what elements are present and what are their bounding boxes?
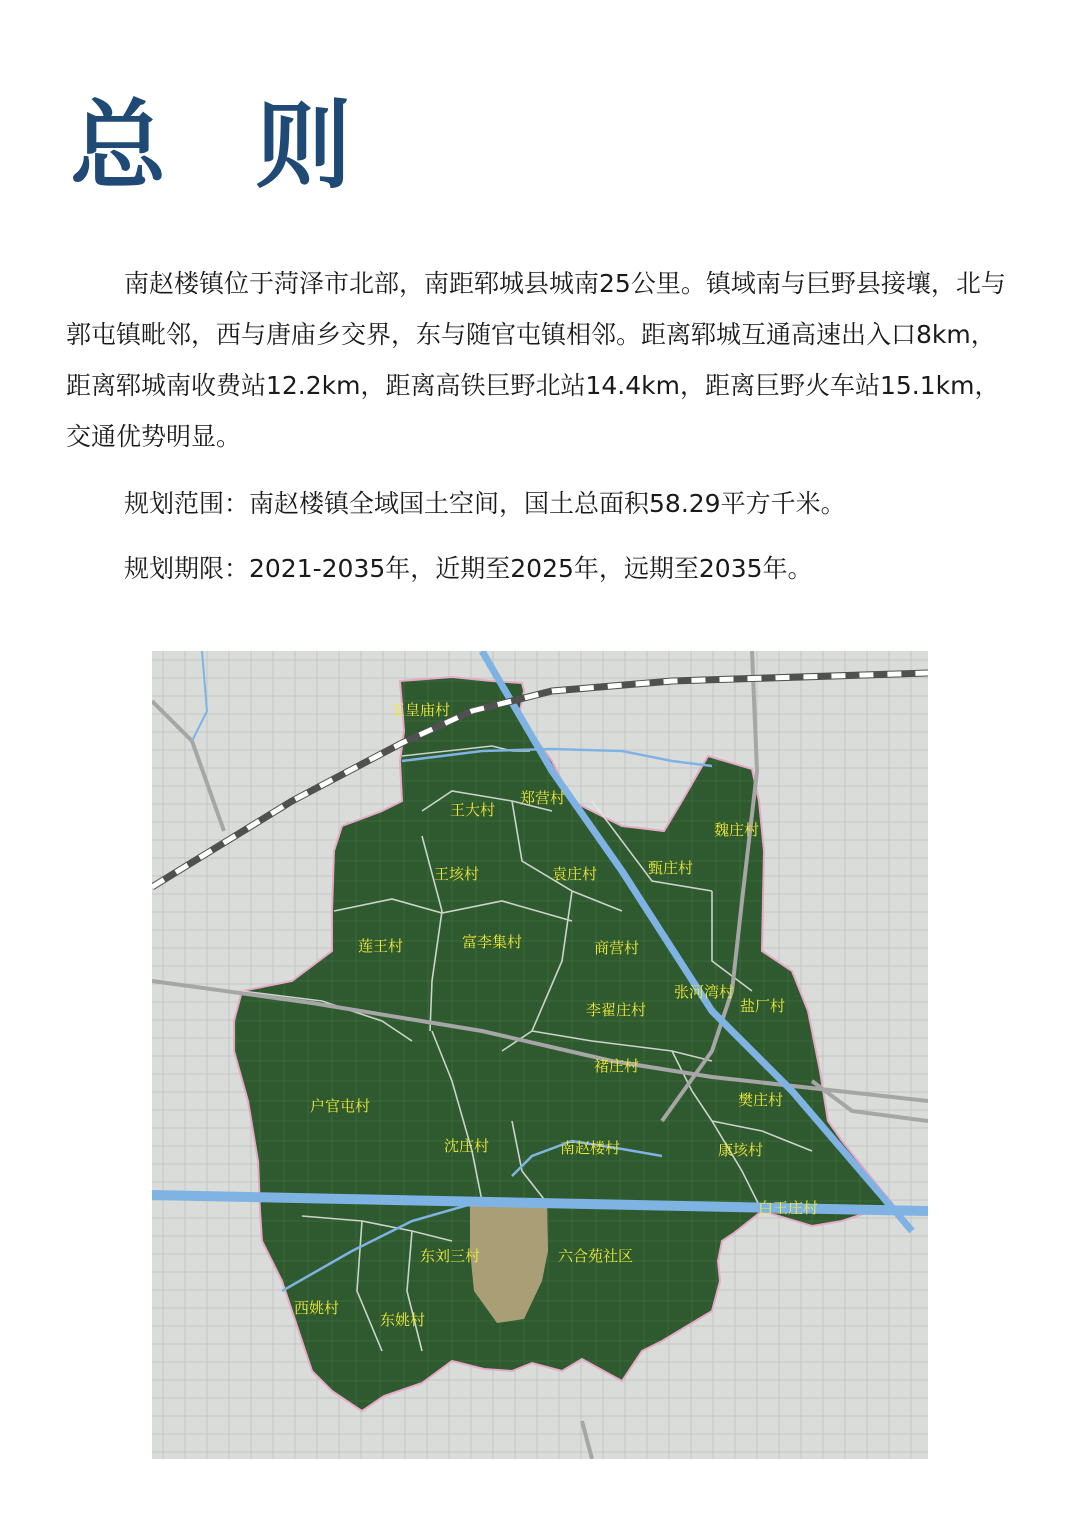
planning-period-paragraph: 规划期限：2021-2035年，近期至2025年，远期至2035年。 — [124, 554, 813, 583]
village-label: 樊庄村 — [738, 1091, 784, 1109]
village-label: 西姚村 — [294, 1299, 340, 1317]
village-label: 郑营村 — [520, 789, 566, 807]
planning-scope-paragraph: 规划范围：南赵楼镇全域国土空间，国土总面积58.29平方千米。 — [124, 489, 846, 518]
village-label: 魏庄村 — [714, 821, 760, 839]
village-label: 南赵楼村 — [560, 1139, 621, 1157]
village-label: 东姚村 — [380, 1311, 426, 1329]
village-label: 甄庄村 — [648, 859, 694, 877]
village-label: 王垓村 — [434, 865, 480, 883]
village-label: 褚庄村 — [594, 1057, 640, 1075]
intro-paragraph: 南赵楼镇位于菏泽市北部，南距郓城县城南25公里。镇域南与巨野县接壤，北与郭屯镇毗邻，西与唐庙乡交界，东与随官屯镇相邻。距离郓城互通高速出入口8km，距离郓城南收费站12.2km，距离高铁巨野北站14.4km，距离巨野火车站15.1km，交通优势明显。 — [66, 269, 1006, 451]
village-label: 莲王村 — [358, 937, 404, 955]
page-title: 总 则 — [70, 90, 380, 202]
village-label: 东刘三村 — [420, 1247, 481, 1265]
village-label: 富李集村 — [462, 933, 523, 951]
village-label: 张河湾村 — [674, 983, 735, 1001]
town-map — [152, 651, 928, 1459]
village-label: 沈庄村 — [444, 1137, 490, 1155]
village-label: 玉皇庙村 — [390, 701, 451, 719]
village-label: 李翟庄村 — [586, 1001, 647, 1019]
village-label: 盐厂村 — [740, 997, 786, 1015]
village-label: 白王庄村 — [758, 1199, 819, 1217]
village-label: 商营村 — [594, 939, 640, 957]
village-label: 袁庄村 — [552, 865, 598, 883]
village-label: 王大村 — [450, 801, 496, 819]
town-map-svg — [152, 651, 928, 1459]
village-label: 六合苑社区 — [558, 1247, 634, 1265]
village-label: 康垓村 — [718, 1141, 764, 1159]
village-label: 户官屯村 — [310, 1097, 371, 1115]
